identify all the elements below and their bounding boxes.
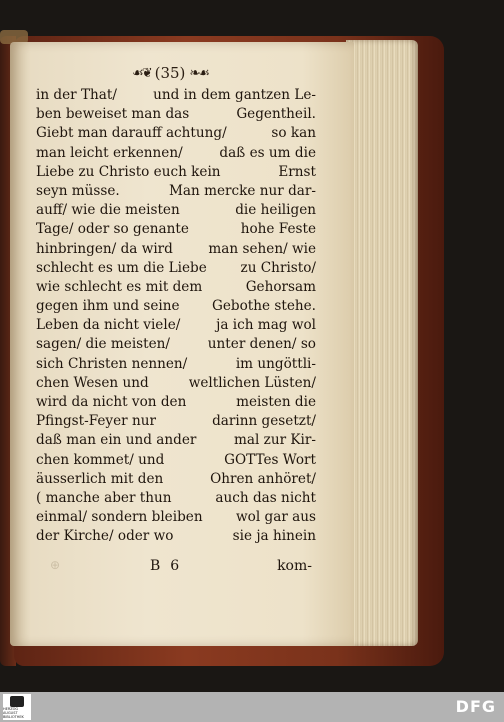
text-segment: zu Christo/ xyxy=(240,259,316,276)
text-segment: sagen/ die meisten/ xyxy=(36,336,170,353)
text-segment: schlecht es um die Liebe xyxy=(36,259,207,276)
text-segment: ( manche aber thun xyxy=(36,489,172,506)
library-logo-text: HERZOG AUGUST BIBLIOTHEK xyxy=(3,706,24,719)
text-segment: Liebe zu Christo euch kein xyxy=(36,163,221,180)
text-line xyxy=(36,393,316,412)
text-segment: wol gar aus xyxy=(236,509,316,526)
text-line xyxy=(36,451,316,470)
viewer-footer-bar xyxy=(0,692,504,722)
text-segment: in der That/ xyxy=(36,87,117,103)
text-segment: so kan xyxy=(271,125,316,142)
text-segment: sich Christen nennen/ xyxy=(36,355,188,372)
text-segment: Tage/ oder so genante xyxy=(36,221,189,238)
text-line xyxy=(36,105,316,124)
body-text xyxy=(36,86,316,547)
text-segment: Ohren anhöret/ xyxy=(210,470,316,487)
text-segment: der Kirche/ oder wo xyxy=(36,528,174,545)
text-segment: auff/ wie die meisten xyxy=(36,202,180,219)
text-segment: ben beweiset man das xyxy=(36,106,190,123)
ornament-left-icon: ☙❦ xyxy=(132,65,151,81)
text-line xyxy=(36,431,316,450)
text-segment: Gehorsam xyxy=(245,278,316,295)
ornament-right-icon: ❧☙ xyxy=(189,65,208,81)
text-line xyxy=(36,374,316,393)
text-segment: hohe Feste xyxy=(240,221,316,238)
text-segment: äusserlich mit den xyxy=(36,470,164,487)
text-segment: man sehen/ wie xyxy=(208,240,316,257)
text-segment: Ernst xyxy=(278,163,316,180)
signature-letter: B xyxy=(150,558,161,574)
text-segment: Leben da nicht viele/ xyxy=(36,317,181,334)
text-segment: sie ja hinein xyxy=(232,528,316,545)
text-segment: einmal/ sondern bleiben xyxy=(36,509,203,526)
text-segment: Gebothe stehe. xyxy=(212,298,316,315)
text-segment: wie schlecht es mit dem xyxy=(36,278,203,295)
text-segment: chen kommet/ und xyxy=(36,451,165,468)
signature-number: 6 xyxy=(170,558,180,574)
dfg-logo[interactable]: DFG xyxy=(455,697,496,716)
library-logo[interactable] xyxy=(3,694,31,720)
page-header xyxy=(120,62,220,84)
text-segment: Pfingst-Feyer nur xyxy=(36,413,156,430)
text-line xyxy=(36,508,316,527)
text-line xyxy=(36,470,316,489)
text-line xyxy=(36,297,316,316)
page-number: (35) xyxy=(154,64,186,82)
text-line xyxy=(36,355,316,374)
text-segment: ja ich mag wol xyxy=(216,317,316,334)
text-segment: Giebt man darauff achtung/ xyxy=(36,125,227,142)
text-line xyxy=(36,412,316,431)
text-line xyxy=(36,316,316,335)
text-line xyxy=(36,259,316,278)
text-segment: Gegentheil. xyxy=(236,106,316,123)
text-segment: auch das nicht xyxy=(215,489,316,506)
text-segment: chen Wesen und xyxy=(36,374,149,391)
text-segment: mal zur Kir- xyxy=(234,432,316,449)
text-line xyxy=(36,124,316,143)
text-line xyxy=(36,182,316,201)
text-segment: wird da nicht von den xyxy=(36,394,187,410)
text-line xyxy=(36,220,316,239)
text-line xyxy=(36,489,316,508)
text-segment: Man mercke nur dar- xyxy=(169,182,316,199)
text-segment: man leicht erkennen/ xyxy=(36,144,183,161)
text-segment: gegen ihm und seine xyxy=(36,298,180,315)
text-line xyxy=(36,144,316,163)
text-segment: daß man ein und ander xyxy=(36,432,197,449)
text-segment: seyn müsse. xyxy=(36,182,120,199)
page-edges xyxy=(346,40,418,646)
catchword: kom- xyxy=(277,558,312,574)
text-segment: hinbringen/ da wird xyxy=(36,240,173,257)
page-footer xyxy=(150,556,312,576)
library-logo-icon xyxy=(10,696,24,707)
text-line xyxy=(36,201,316,220)
library-stamp: ⊕ xyxy=(50,558,61,572)
signature-mark xyxy=(150,558,179,574)
text-segment: darinn gesetzt/ xyxy=(212,413,316,430)
text-segment: die heiligen xyxy=(235,202,316,219)
text-segment: daß es um die xyxy=(219,144,316,161)
text-line xyxy=(36,335,316,354)
text-line xyxy=(36,86,316,105)
text-segment: unter denen/ so xyxy=(207,336,316,353)
text-line xyxy=(36,278,316,297)
text-segment: im ungöttli- xyxy=(235,355,316,372)
text-segment: GOTTes Wort xyxy=(224,451,316,468)
text-line xyxy=(36,527,316,546)
text-segment: und in dem gantzen Le- xyxy=(153,87,316,103)
text-segment: meisten die xyxy=(236,394,316,410)
text-line xyxy=(36,240,316,259)
text-line xyxy=(36,163,316,182)
text-segment: weltlichen Lüsten/ xyxy=(188,374,316,391)
